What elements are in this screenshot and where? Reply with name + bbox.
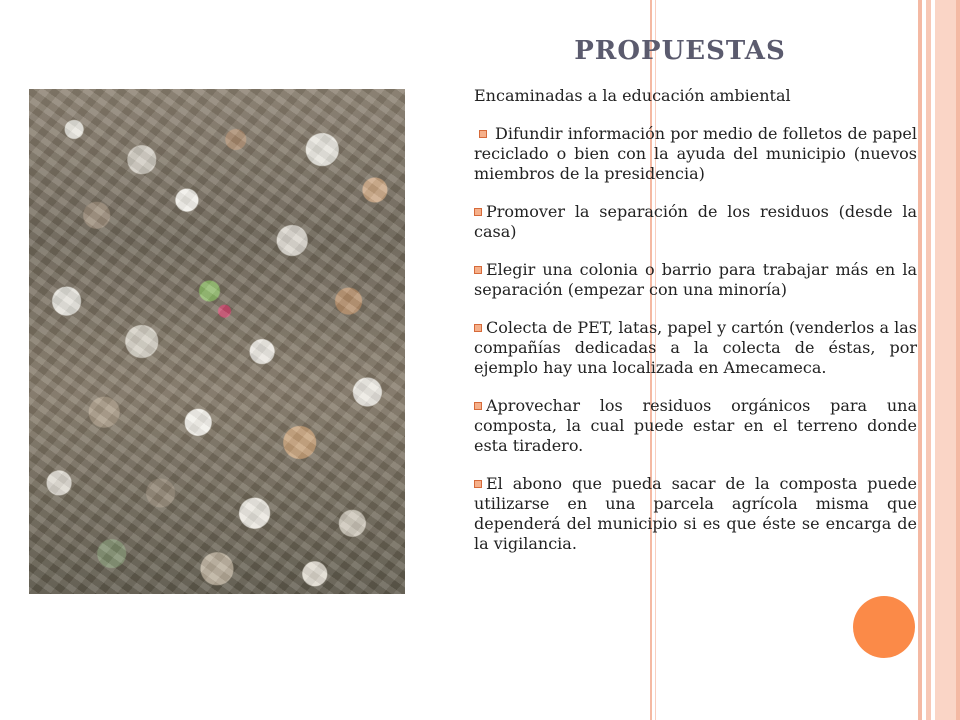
list-item-text: Aprovechar los residuos orgánicos para una composta, la cual puede estar en el terreno donde esta tiradero. [474,396,917,455]
slide-title: PROPUESTAS [574,36,786,66]
list-item [474,396,917,456]
decorative-stripe [956,0,960,720]
list-item-text: Colecta de PET, latas, papel y cartón (venderlos a las compañías dedicadas a la colecta de éstas, por ejemplo hay una localizada en Amecameca. [474,318,917,377]
square-bullet-icon [479,130,487,138]
square-bullet-icon [474,266,482,274]
slide-subtitle: Encaminadas a la educación ambiental [474,86,791,105]
list-item [474,202,917,242]
list-item-text: Elegir una colonia o barrio para trabajar más en la separación (empezar con una minoría) [474,260,917,299]
list-item [474,318,917,378]
list-item [474,474,917,554]
waste-pile-photo [29,89,405,594]
square-bullet-icon [474,402,482,410]
decorative-stripe [918,0,922,720]
slide-content [474,86,917,554]
decorative-stripe [926,0,931,720]
square-bullet-icon [474,480,482,488]
square-bullet-icon [474,208,482,216]
list-item-text: Promover la separación de los residuos (desde la casa) [474,202,917,241]
list-item-text: El abono que pueda sacar de la composta puede utilizarse en una parcela agrícola misma que dependerá del municipio si es que éste se encarga de la vigilancia. [474,474,917,553]
square-bullet-icon [474,324,482,332]
decorative-circle [853,596,915,658]
list-item-text: Difundir información por medio de folletos de papel reciclado o bien con la ayuda del municipio (nuevos miembros de la presidencia) [474,124,917,183]
list-item [474,260,917,300]
list-item [474,124,917,184]
